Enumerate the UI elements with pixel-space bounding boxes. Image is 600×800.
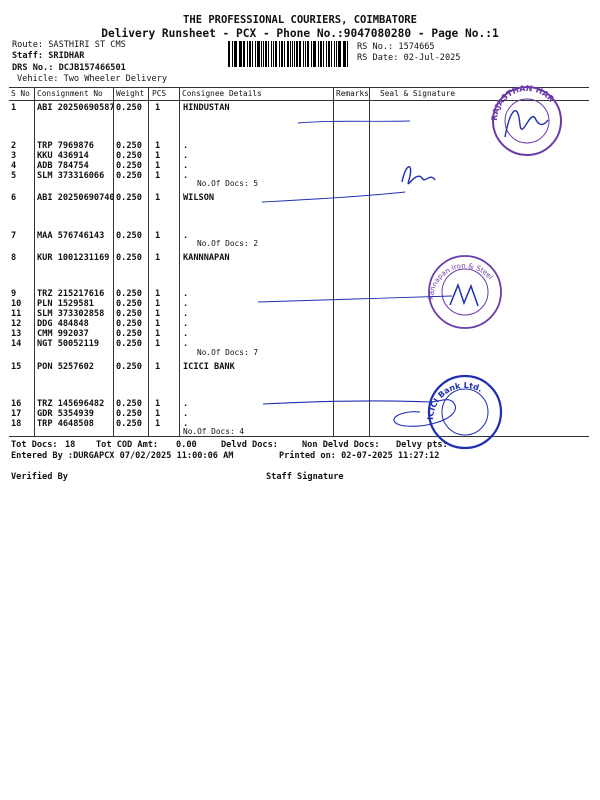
hindustan-stamp xyxy=(490,84,561,155)
tot-docs-label: Tot Docs: xyxy=(11,440,58,450)
row-sno: 13 xyxy=(11,329,22,339)
row-pcs: 1 xyxy=(155,339,161,349)
row-consignment: GDR 5354939 xyxy=(37,409,94,419)
row-pcs: 1 xyxy=(155,141,161,151)
route-label: Route: SASTHIRI ST CMS xyxy=(12,40,126,50)
tot-docs-value: 18 xyxy=(65,440,76,450)
row-weight: 0.250 xyxy=(116,103,142,113)
doc-count-note: No.Of Docs: 4 xyxy=(183,427,245,436)
row-weight: 0.250 xyxy=(116,253,142,263)
row-consignment: KKU 436914 xyxy=(37,151,89,161)
row-consignment: TRZ 145696482 xyxy=(37,399,105,409)
vehicle-label: Vehicle: Two Wheeler Delivery xyxy=(17,74,168,84)
row-weight: 0.250 xyxy=(116,309,142,319)
row-sno: 6 xyxy=(11,193,17,203)
row-consignment: ABI 20250690740 xyxy=(37,193,115,203)
row-pcs: 1 xyxy=(155,399,161,409)
entered-by: Entered By :DURGAPCX 07/02/2025 11:00:06 AM xyxy=(11,451,234,461)
row-weight: 0.250 xyxy=(116,231,142,241)
row-sno: 5 xyxy=(11,171,17,181)
col-header-weight: Weight xyxy=(116,89,145,98)
col-header-pcs: PCS xyxy=(152,89,167,98)
printed-on: Printed on: 02-07-2025 11:27:12 xyxy=(279,451,440,461)
row-pcs: 1 xyxy=(155,409,161,419)
delvd-docs-label: Delvd Docs: xyxy=(221,440,278,450)
row-sno: 17 xyxy=(11,409,22,419)
row-consignment: ABI 20250690587 xyxy=(37,103,115,113)
row-consignment: PON 5257602 xyxy=(37,362,94,372)
row-consignment: SLM 373316066 xyxy=(37,171,105,181)
row-sno: 3 xyxy=(11,151,17,161)
row-sno: 14 xyxy=(11,339,22,349)
row-sno: 12 xyxy=(11,319,22,329)
row-consignment: KUR 1001231169 xyxy=(37,253,110,263)
row-consignment: CMM 992037 xyxy=(37,329,89,339)
row-sno: 15 xyxy=(11,362,22,372)
row-consignee: . xyxy=(183,319,189,329)
row-pcs: 1 xyxy=(155,419,161,429)
row-pcs: 1 xyxy=(155,299,161,309)
row-weight: 0.250 xyxy=(116,319,142,329)
row-weight: 0.250 xyxy=(116,329,142,339)
row-consignee: . xyxy=(183,289,189,299)
row-consignee: . xyxy=(183,419,189,429)
row-sno: 9 xyxy=(11,289,17,299)
row-consignee: . xyxy=(183,409,189,419)
row-weight: 0.250 xyxy=(116,299,142,309)
row-consignee: . xyxy=(183,299,189,309)
row-weight: 0.250 xyxy=(116,193,142,203)
row-pcs: 1 xyxy=(155,253,161,263)
row-pcs: 1 xyxy=(155,309,161,319)
rs-date: RS Date: 02-Jul-2025 xyxy=(357,53,461,63)
svg-text:ICICI Bank Ltd.: ICICI Bank Ltd. xyxy=(425,380,484,421)
row-pcs: 1 xyxy=(155,161,161,171)
row-weight: 0.250 xyxy=(116,171,142,181)
row-consignment: TRP 7969876 xyxy=(37,141,94,151)
row-consignee: . xyxy=(183,339,189,349)
row-sno: 8 xyxy=(11,253,17,263)
col-header-seal: Seal & Signature xyxy=(380,89,456,98)
row-consignee: WILSON xyxy=(183,193,215,203)
row-consignment: TRP 4648508 xyxy=(37,419,94,429)
row-consignment: DDG 484848 xyxy=(37,319,89,329)
row-sno: 11 xyxy=(11,309,22,319)
rs-number: RS No.: 1574665 xyxy=(357,42,435,52)
col-header-consignment: Consignment No xyxy=(37,89,103,98)
staff-label: Staff: SRIDHAR xyxy=(12,51,85,61)
row-sno: 10 xyxy=(11,299,22,309)
cod-value: 0.00 xyxy=(176,440,197,450)
row-pcs: 1 xyxy=(155,193,161,203)
row-weight: 0.250 xyxy=(116,409,142,419)
col-header-sno: S No xyxy=(11,89,30,98)
icici-stamp xyxy=(263,376,501,448)
row-consignee: . xyxy=(183,329,189,339)
row-weight: 0.250 xyxy=(116,339,142,349)
row-consignment: TRZ 215217616 xyxy=(37,289,105,299)
row-weight: 0.250 xyxy=(116,141,142,151)
row-pcs: 1 xyxy=(155,231,161,241)
non-delvd-docs-label: Non Delvd Docs: xyxy=(302,440,380,450)
row-consignment: ADB 784754 xyxy=(37,161,89,171)
row-weight: 0.250 xyxy=(116,419,142,429)
row-pcs: 1 xyxy=(155,319,161,329)
cod-label: Tot COD Amt: xyxy=(96,440,159,450)
row-consignee: . xyxy=(183,231,189,241)
kannapan-stamp xyxy=(258,256,501,328)
svg-text:Kannapan Iron & Steel: Kannapan Iron & Steel xyxy=(426,261,495,301)
row-weight: 0.250 xyxy=(116,362,142,372)
row-consignee: ICICI BANK xyxy=(183,362,235,372)
row-consignee: KANNNAPAN xyxy=(183,253,230,263)
wilson-signature xyxy=(262,167,435,202)
row-consignee: . xyxy=(183,171,189,181)
row-consignee: . xyxy=(183,161,189,171)
col-header-remarks: Remarks xyxy=(336,89,369,98)
doc-count-note: No.Of Docs: 5 xyxy=(197,179,259,188)
staff-signature-label: Staff Signature xyxy=(266,472,344,482)
row-sno: 18 xyxy=(11,419,22,429)
row-pcs: 1 xyxy=(155,289,161,299)
row-sno: 7 xyxy=(11,231,17,241)
row-weight: 0.250 xyxy=(116,151,142,161)
row-consignee: . xyxy=(183,399,189,409)
row-sno: 4 xyxy=(11,161,17,171)
col-header-consignee: Consignee Details xyxy=(182,89,262,98)
svg-text:RAJASTHAN HAR: RAJASTHAN HAR xyxy=(489,83,556,122)
verified-by: Verified By xyxy=(11,472,68,482)
row-consignee: . xyxy=(183,141,189,151)
delvy-pts-label: Delvy pts: xyxy=(396,440,448,450)
row-consignment: PLN 1529581 xyxy=(37,299,94,309)
row-pcs: 1 xyxy=(155,329,161,339)
row-pcs: 1 xyxy=(155,151,161,161)
row-consignee: . xyxy=(183,151,189,161)
company-title: THE PROFESSIONAL COURIERS, COIMBATORE xyxy=(183,14,417,26)
doc-count-note: No.Of Docs: 2 xyxy=(197,239,259,248)
row-pcs: 1 xyxy=(155,171,161,181)
row-consignment: MAA 576746143 xyxy=(37,231,105,241)
row-sno: 16 xyxy=(11,399,22,409)
row-consignee: . xyxy=(183,309,189,319)
row-sno: 1 xyxy=(11,103,17,113)
row-pcs: 1 xyxy=(155,103,161,113)
row-sno: 2 xyxy=(11,141,17,151)
row-consignment: NGT 50052119 xyxy=(37,339,100,349)
runsheet-title: Delivery Runsheet - PCX - Phone No.:9047080280 - Page No.:1 xyxy=(101,27,499,40)
row-consignment: SLM 373302858 xyxy=(37,309,105,319)
drs-number: DRS No.: DCJB157466501 xyxy=(12,63,126,73)
row-weight: 0.250 xyxy=(116,289,142,299)
row-weight: 0.250 xyxy=(116,161,142,171)
ink-line xyxy=(298,121,410,123)
row-consignee: HINDUSTAN xyxy=(183,103,230,113)
row-pcs: 1 xyxy=(155,362,161,372)
doc-count-note: No.Of Docs: 7 xyxy=(197,348,259,357)
row-weight: 0.250 xyxy=(116,399,142,409)
